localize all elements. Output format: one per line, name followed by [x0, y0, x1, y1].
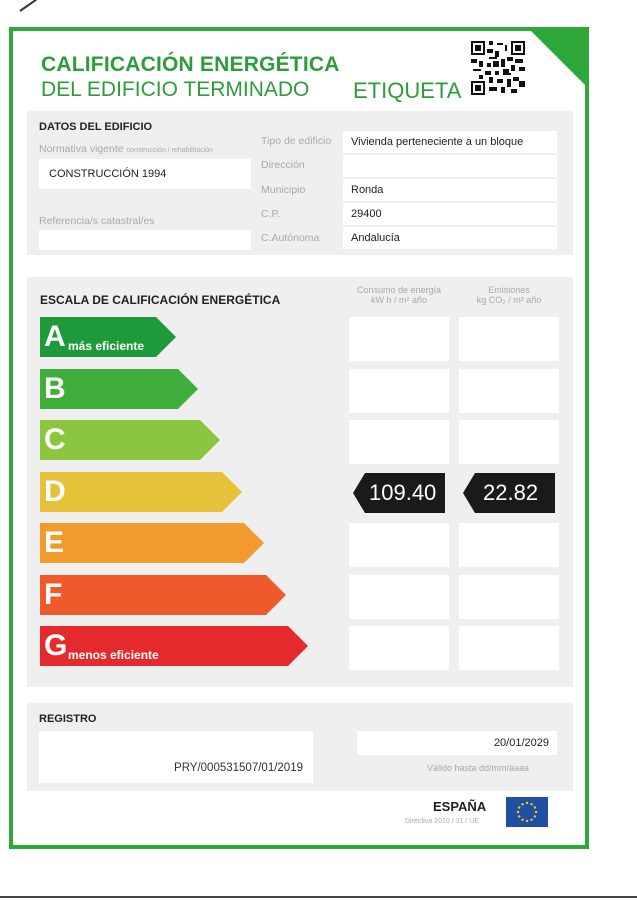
eu-star [526, 820, 528, 822]
emisiones-value: 22.82 [483, 480, 539, 505]
normativa-label: Normativa vigente construcción / rehabilitación [39, 143, 213, 155]
eu-star [518, 806, 520, 808]
eu-star [530, 803, 532, 805]
eu-star [534, 815, 536, 817]
field-value-autonoma: Andalucía [343, 227, 557, 249]
rating-arrow-d [40, 472, 244, 512]
consumo-cell [349, 523, 449, 567]
normativa-value: CONSTRUCCIÓN 1994 [39, 159, 251, 189]
frame-corner [527, 27, 589, 89]
consumo-cell [349, 575, 449, 619]
emisiones-cell [459, 317, 559, 361]
rating-sub-label: más eficiente [68, 339, 145, 353]
eu-star [518, 815, 520, 817]
consumo-cell [349, 626, 449, 670]
rating-arrow-g [40, 626, 310, 666]
rating-arrow-f [40, 575, 288, 615]
eu-star [517, 811, 519, 813]
field-value-cp: 29400 [343, 203, 557, 225]
rating-letter: B [44, 371, 66, 405]
rating-letter: G [44, 629, 68, 662]
rating-letter: A [44, 320, 66, 353]
title-line-1: CALIFICACIÓN ENERGÉTICA [41, 53, 340, 76]
rating-arrow-b [40, 369, 200, 409]
datos-section-title: DATOS DEL EDIFICIO [39, 121, 153, 133]
page-bottom-line [0, 896, 637, 898]
rating-letter: F [44, 577, 63, 611]
field-value-municipio: Ronda [343, 179, 557, 201]
title-line-2: DEL EDIFICIO TERMINADO [41, 78, 310, 101]
rating-arrow-shape [40, 472, 244, 512]
emisiones-header: Emisiones kg CO₂ / m² año [476, 285, 542, 305]
field-value-direccion [343, 155, 557, 177]
rating-letter: E [44, 526, 65, 559]
directive-label: Directiva 2010 / 31 / UE [405, 818, 479, 825]
rating-arrow-a [40, 317, 178, 357]
consumo-cell [349, 369, 449, 413]
energy-label-frame [9, 27, 589, 849]
qr-code-icon [471, 41, 525, 95]
consumo-value: 109.40 [369, 480, 437, 505]
emisiones-cell [459, 523, 559, 567]
rating-arrow-c [40, 420, 222, 460]
scan-mark [19, 0, 45, 12]
consumo-cell [349, 420, 449, 464]
rating-arrow-shape [40, 575, 288, 615]
eu-flag-icon [506, 797, 548, 827]
eu-star [530, 819, 532, 821]
field-label-tipo: Tipo de edificio [261, 135, 332, 147]
field-label-autonoma: C.Autónoma [261, 232, 320, 244]
field-label-municipio: Municipio [261, 184, 306, 196]
rating-arrow-shape [40, 523, 266, 563]
emisiones-cell [459, 575, 559, 619]
eu-star [526, 802, 528, 804]
consumo-cell [349, 317, 449, 361]
registro-valid-label: Válido hasta dd/mm/aaaa [427, 763, 530, 773]
emisiones-cell [459, 369, 559, 413]
etiqueta-label: ETIQUETA [353, 78, 462, 103]
referencia-label: Referencia/s catastral/es [39, 215, 155, 227]
registro-panel [27, 703, 573, 791]
eu-star [521, 819, 523, 821]
rating-letter: C [44, 423, 66, 456]
datos-panel [27, 111, 573, 255]
escala-section-title: ESCALA DE CALIFICACIÓN ENERGÉTICA [40, 293, 281, 307]
rating-sub-label: menos eficiente [68, 648, 159, 662]
country-label: ESPAÑA [433, 799, 487, 814]
consumo-header: Consumo de energía kW h / m² año [356, 285, 442, 305]
registro-number: PRY/000531507/01/2019 [39, 731, 313, 783]
eu-star [521, 803, 523, 805]
emisiones-cell [459, 420, 559, 464]
referencia-value [39, 230, 251, 250]
eu-star [535, 811, 537, 813]
rating-arrow-e [40, 523, 266, 563]
rating-arrow-shape [40, 420, 222, 460]
registro-section-title: REGISTRO [39, 713, 97, 725]
field-value-tipo: Vivienda perteneciente a un bloque [343, 131, 557, 153]
emisiones-cell [459, 626, 559, 670]
eu-star [534, 806, 536, 808]
field-label-cp: C.P. [261, 208, 281, 220]
field-label-direccion: Dirección [261, 159, 305, 171]
registro-valid-date: 20/01/2029 [357, 731, 557, 755]
rating-letter: D [44, 474, 66, 508]
